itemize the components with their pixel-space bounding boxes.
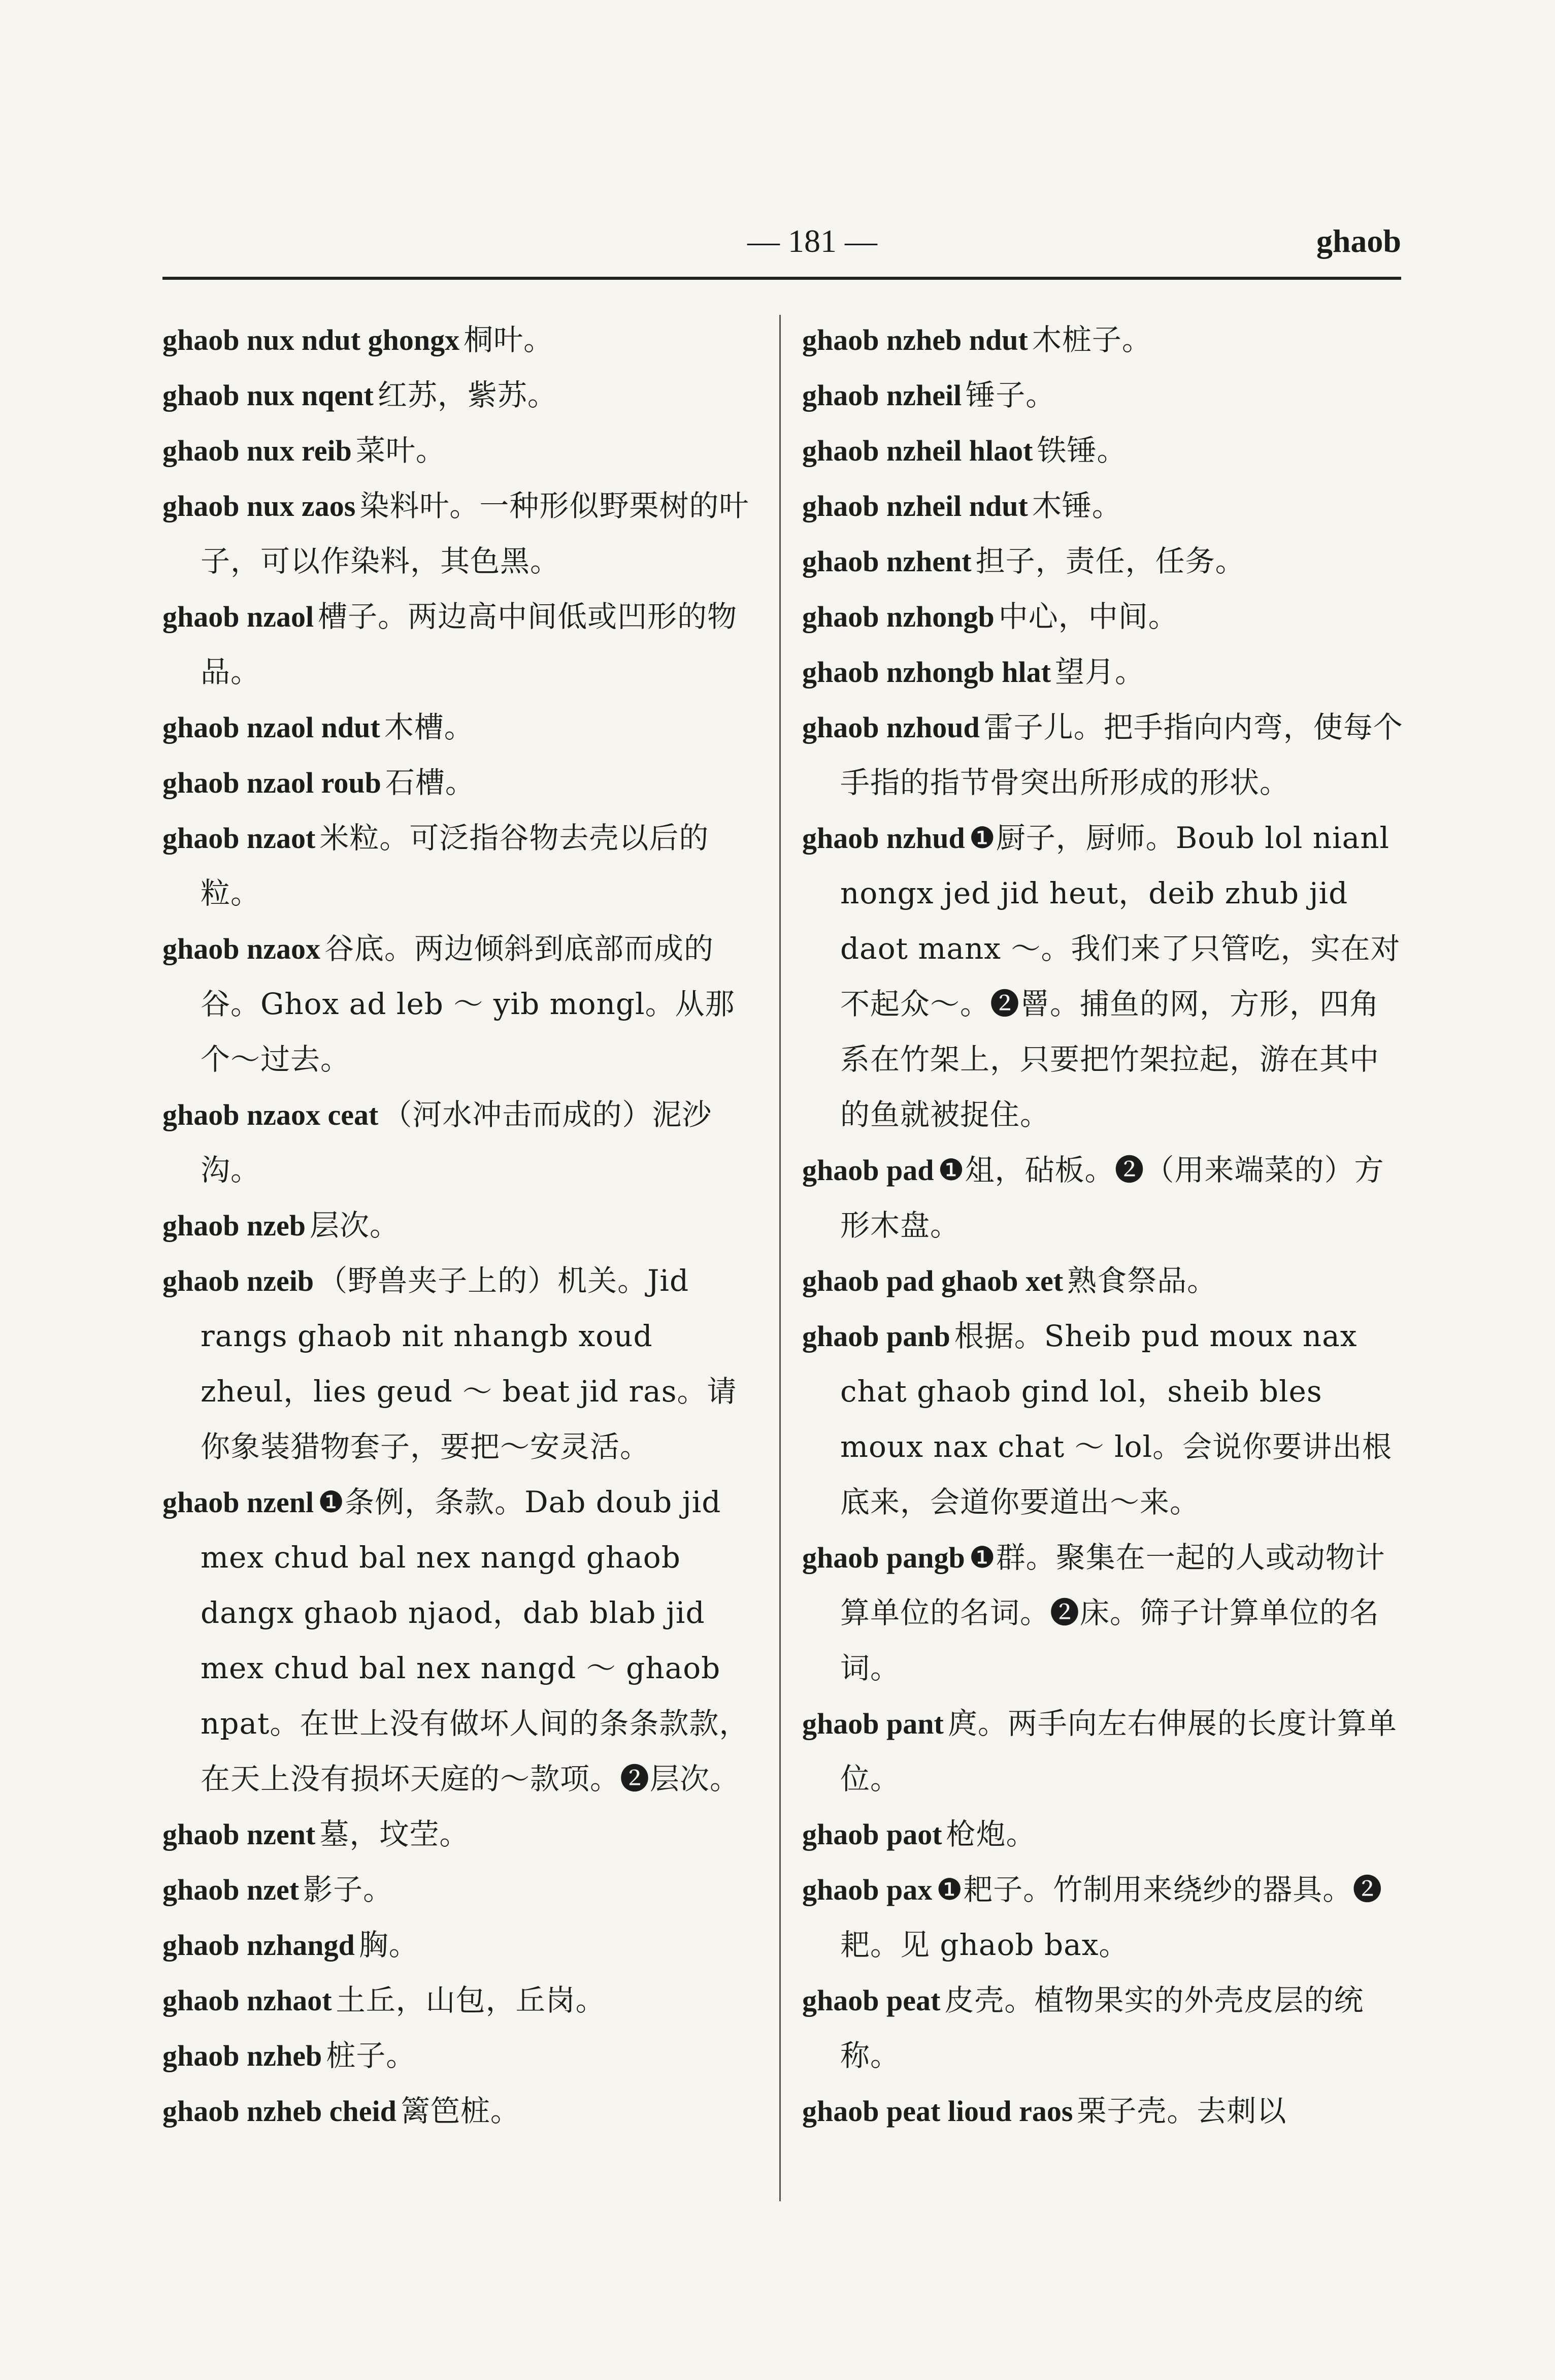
dictionary-entry	[802, 810, 1404, 1143]
entry-headword: ghaob nzaol roub	[162, 766, 381, 799]
entry-definition: 染料叶。一种形似野栗树的叶子，可以作染料，其色黑。	[201, 488, 749, 578]
dictionary-entry	[802, 534, 1404, 589]
entry-definition: 中心，中间。	[998, 599, 1178, 634]
right-column	[802, 312, 1404, 2139]
entry-definition: 雷子儿。把手指向内弯，使每个手指的指节骨突出所形成的形状。	[840, 710, 1403, 800]
entry-headword: ghaob nzhongb hlat	[802, 656, 1051, 689]
left-column	[162, 312, 764, 2139]
entry-definition: ❶耙子。竹制用来绕纱的器具。❷耙。见 ghaob bax。	[840, 1872, 1383, 1962]
entry-definition: 铁锤。	[1037, 433, 1127, 468]
entry-headword: ghaob nzaol	[162, 600, 314, 633]
entry-headword: ghaob nzaox	[162, 932, 321, 965]
dictionary-entry	[802, 1862, 1404, 1973]
entry-headword: ghaob panb	[802, 1320, 950, 1353]
entry-headword: ghaob nzheb cheid	[162, 2095, 396, 2128]
column-divider	[779, 315, 781, 2201]
entry-headword: ghaob nux reib	[162, 434, 352, 467]
dictionary-entry	[802, 368, 1404, 423]
page-number: — 181 —	[747, 223, 877, 259]
dictionary-entry	[162, 1198, 764, 1253]
dictionary-entry	[162, 810, 764, 921]
entry-definition: 庹。两手向左右伸展的长度计算单位。	[840, 1706, 1397, 1796]
entry-definition: 红苏，紫苏。	[377, 378, 557, 412]
entry-headword: ghaob nzaot	[162, 822, 316, 855]
entry-headword: ghaob nzhud	[802, 822, 965, 855]
entry-headword: ghaob nzheil ndut	[802, 490, 1028, 523]
entry-definition: 槽子。两边高中间低或凹形的物品。	[201, 599, 738, 689]
entry-headword: ghaob nzaox ceat	[162, 1098, 379, 1131]
entry-headword: ghaob pax	[802, 1873, 933, 1906]
entry-headword: ghaob nzhent	[802, 545, 972, 578]
dictionary-entry	[802, 1253, 1404, 1309]
entry-headword: ghaob nzet	[162, 1873, 300, 1906]
page-header	[162, 213, 1401, 269]
entry-headword: ghaob nzheb	[162, 2039, 322, 2072]
entry-definition: ❶条例，条款。Dab doub jid mex chud bal nex nangd ghaob dangx ghaob njaod，dab blab jid mex chud bal nex nangd ～ ghaob npat。在世上没有做坏人间的条条款款，在天上没有损坏天庭的～款项。❷层次。	[201, 1485, 749, 1796]
dictionary-entry	[162, 478, 764, 589]
entry-definition: 枪炮。	[946, 1817, 1036, 1851]
entry-headword: ghaob nzaol ndut	[162, 711, 380, 744]
dictionary-entry	[802, 1696, 1404, 1807]
entry-headword: ghaob nzhaot	[162, 1984, 332, 2017]
entry-definition: 皮壳。植物果实的外壳皮层的统称。	[840, 1983, 1364, 2073]
dictionary-entry	[162, 1973, 764, 2028]
entry-definition: 胸。	[358, 1928, 419, 1962]
entry-headword: ghaob nzheil	[802, 379, 962, 412]
dictionary-entry	[162, 2028, 764, 2083]
entry-definition: 桩子。	[326, 2038, 416, 2073]
entry-headword: ghaob peat lioud raos	[802, 2095, 1073, 2128]
dictionary-entry	[162, 755, 764, 810]
dictionary-entry	[802, 589, 1404, 644]
dictionary-entry	[802, 312, 1404, 368]
dictionary-entry	[802, 1143, 1404, 1253]
entry-headword: ghaob peat	[802, 1984, 941, 2017]
dictionary-entry	[162, 1087, 764, 1198]
dictionary-entry	[162, 1917, 764, 1973]
entry-headword: ghaob nzent	[162, 1818, 316, 1851]
dictionary-entry	[802, 423, 1404, 478]
entry-definition: 篱笆桩。	[400, 2094, 520, 2128]
entry-headword: ghaob pant	[802, 1707, 944, 1740]
dictionary-entry	[162, 700, 764, 755]
entry-definition: （野兽夹子上的）机关。Jid rangs ghaob nit nhangb xoud zheul，lies geud ～ beat jid ras。请你象装猎物套子，要把～安灵活。	[201, 1263, 737, 1464]
dictionary-entry	[162, 368, 764, 423]
entry-definition: 木桩子。	[1032, 322, 1152, 357]
entry-definition: ❶群。聚集在一起的人或动物计算单位的名词。❷床。筛子计算单位的名词。	[840, 1540, 1385, 1685]
entry-headword: ghaob nzhongb	[802, 600, 995, 633]
entry-headword: ghaob pangb	[802, 1541, 965, 1574]
entry-headword: ghaob nzenl	[162, 1486, 314, 1519]
entry-definition: 熟食祭品。	[1067, 1263, 1217, 1298]
entry-definition: 木锤。	[1032, 488, 1122, 523]
dictionary-entry	[162, 1807, 764, 1862]
dictionary-entry	[802, 1309, 1404, 1530]
entry-definition: ❶俎，砧板。❷（用来端菜的）方形木盘。	[840, 1153, 1384, 1243]
entry-headword: ghaob nzheil hlaot	[802, 434, 1033, 467]
entry-definition: 影子。	[303, 1872, 393, 1907]
dictionary-entry	[162, 423, 764, 478]
entry-headword: ghaob nux zaos	[162, 490, 356, 523]
entry-definition: （河水冲击而成的）泥沙沟。	[201, 1097, 712, 1187]
entry-definition: 根据。Sheib pud moux nax chat ghaob gind lol，sheib bles moux nax chat ～ lol。会说你要讲出根底来，会道你要道出～来。	[840, 1319, 1393, 1519]
header-rule	[162, 277, 1401, 280]
entry-definition: 担子，责任，任务。	[975, 544, 1245, 578]
entry-definition: 锤子。	[966, 378, 1056, 412]
entry-definition: 层次。	[310, 1208, 400, 1243]
entry-definition: 望月。	[1054, 655, 1145, 689]
dictionary-entry	[802, 644, 1404, 700]
dictionary-entry	[802, 700, 1404, 810]
dictionary-entry	[162, 1475, 764, 1807]
entry-headword: ghaob nux nqent	[162, 379, 374, 412]
entry-headword: ghaob pad	[802, 1154, 934, 1187]
entry-definition: 石槽。	[385, 765, 475, 800]
entry-headword: ghaob nzhangd	[162, 1929, 355, 1962]
entry-definition: 菜叶。	[355, 433, 446, 468]
entry-definition: 桐叶。	[464, 322, 554, 357]
entry-headword: ghaob nzeib	[162, 1264, 314, 1297]
entry-headword: ghaob nux ndut ghongx	[162, 323, 460, 356]
dictionary-entry	[802, 1973, 1404, 2083]
entry-definition: 土丘，山包，丘岗。	[336, 1983, 606, 2017]
dictionary-entry	[162, 312, 764, 368]
entry-definition: 木槽。	[384, 710, 474, 744]
entry-headword: ghaob nzeb	[162, 1209, 306, 1242]
entry-definition: ❶厨子，厨师。Boub lol nianl nongx jed jid heut，deib zhub jid daot manx ～。我们来了只管吃，实在对不起众～。❷罾。捕鱼的网，方形，四角系在竹架上，只要把竹架拉起，游在其中的鱼就被捉住。	[840, 821, 1401, 1132]
entry-headword: ghaob pad ghaob xet	[802, 1264, 1064, 1297]
entry-definition: 栗子壳。去刺以	[1077, 2094, 1287, 2128]
guide-word: ghaob	[1316, 223, 1401, 259]
dictionary-entry	[162, 921, 764, 1087]
dictionary-entry	[802, 1530, 1404, 1696]
dictionary-entry	[162, 1862, 764, 1917]
dictionary-entry	[802, 478, 1404, 534]
dictionary-entry	[162, 2083, 764, 2139]
dictionary-entry	[162, 1253, 764, 1475]
entry-definition: 墓，坟茔。	[319, 1817, 470, 1851]
dictionary-entry	[162, 589, 764, 700]
entry-headword: ghaob paot	[802, 1818, 942, 1851]
entry-definition: 米粒。可泛指谷物去壳以后的粒。	[201, 821, 709, 910]
entry-headword: ghaob nzheb ndut	[802, 323, 1028, 356]
entry-definition: 谷底。两边倾斜到底部而成的谷。Ghox ad leb ～ yib mongl。从那个～过去。	[201, 931, 735, 1077]
dictionary-entry	[802, 2083, 1404, 2139]
entry-headword: ghaob nzhoud	[802, 711, 980, 744]
dictionary-entry	[802, 1807, 1404, 1862]
